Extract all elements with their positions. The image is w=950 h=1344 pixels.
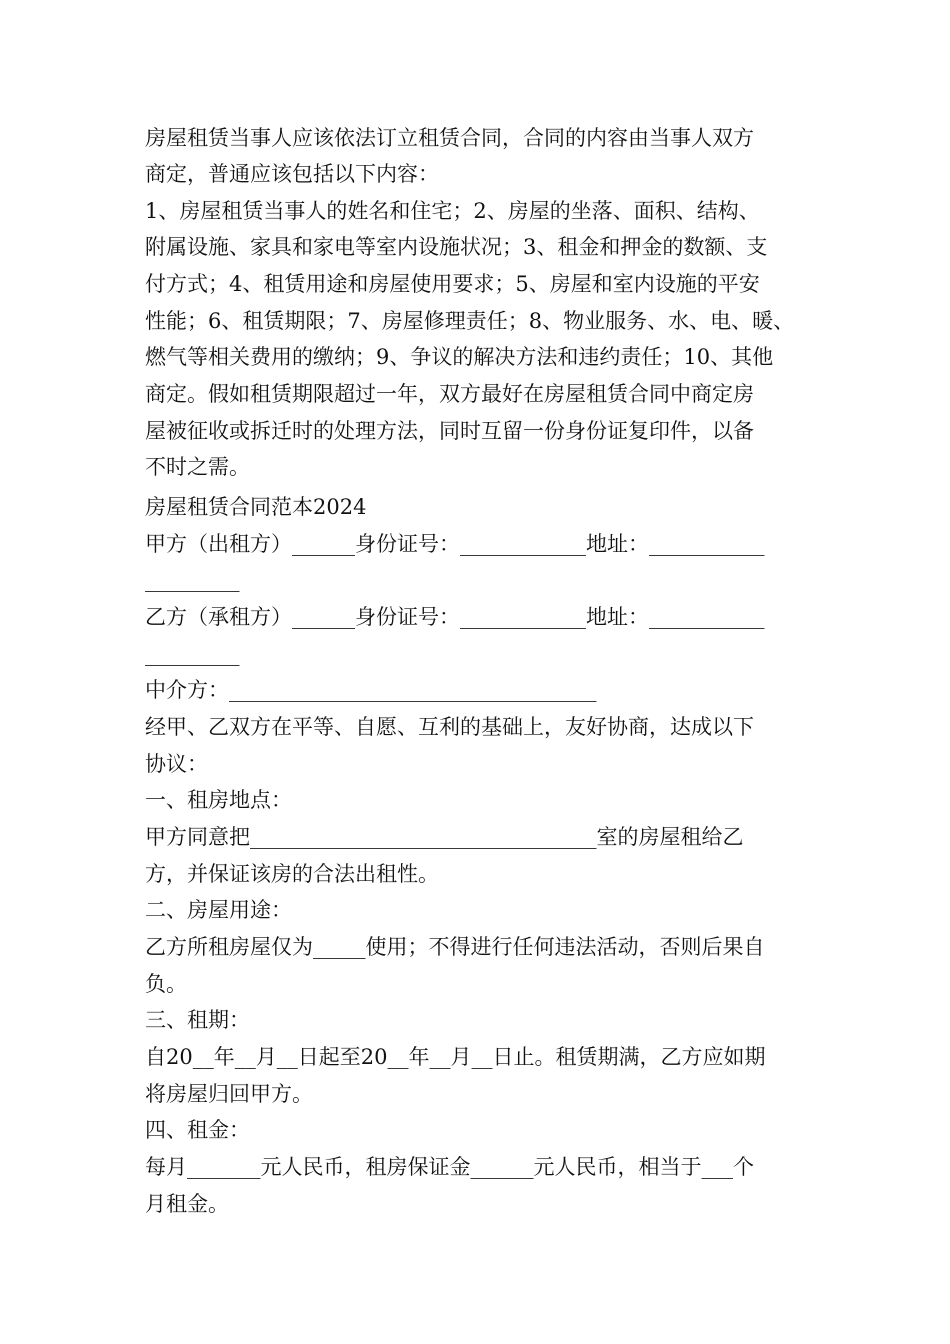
section-text: 方，并保证该房的合法出租性。	[145, 862, 439, 886]
agreement-line: 协议：	[145, 752, 208, 776]
intro-line: 燃气等相关费用的缴纳；9、争议的解决方法和违约责任；10、其他	[145, 345, 774, 369]
intro-line: 商定。假如租赁期限超过一年，双方最好在房屋租赁合同中商定房	[145, 382, 754, 406]
contract-title: 房屋租赁合同范本2024	[145, 495, 367, 519]
section-text: 月租金。	[145, 1192, 229, 1216]
section-heading-usage: 二、房屋用途：	[145, 898, 292, 922]
intro-line: 付方式；4、租赁用途和房屋使用要求；5、房屋和室内设施的平安	[145, 272, 760, 296]
intro-line: 附属设施、家具和家电等室内设施状况；3、租金和押金的数额、支	[145, 235, 768, 259]
section-text: 自20__年__月__日起至20__年__月__日止。租赁期满，乙方应如期	[145, 1045, 766, 1069]
intro-line: 1、房屋租赁当事人的姓名和住宅；2、房屋的坐落、面积、结构、	[145, 199, 760, 223]
intro-line: 屋被征收或拆迁时的处理方法，同时互留一份身份证复印件，以备	[145, 419, 754, 443]
section-text: 将房屋归回甲方。	[145, 1082, 313, 1106]
intro-line: 不时之需。	[145, 455, 250, 479]
section-text: 甲方同意把_________________________________室的房屋租给乙	[145, 825, 744, 849]
party-b-line-continued: _________	[145, 642, 240, 666]
intro-line: 房屋租赁当事人应该依法订立租赁合同，合同的内容由当事人双方	[145, 126, 754, 150]
section-text: 乙方所租房屋仅为_____使用；不得进行任何违法活动，否则后果自	[145, 935, 765, 959]
section-heading-rent: 四、租金：	[145, 1118, 250, 1142]
party-a-line: 甲方（出租方）______身份证号：____________地址：___________	[145, 532, 765, 556]
agreement-line: 经甲、乙双方在平等、自愿、互利的基础上，友好协商，达成以下	[145, 715, 754, 739]
section-heading-location: 一、租房地点：	[145, 788, 292, 812]
section-text: 每月_______元人民币，租房保证金______元人民币，相当于___个	[145, 1155, 754, 1179]
section-heading-term: 三、租期：	[145, 1008, 250, 1032]
section-text: 负。	[145, 972, 187, 996]
agent-line: 中介方：___________________________________	[145, 678, 597, 702]
party-b-line: 乙方（承租方）______身份证号：____________地址：___________	[145, 605, 765, 629]
intro-line: 商定，普通应该包括以下内容：	[145, 162, 439, 186]
party-a-line-continued: _________	[145, 568, 240, 592]
intro-line: 性能；6、租赁期限；7、房屋修理责任；8、物业服务、水、电、暖、	[145, 309, 795, 333]
